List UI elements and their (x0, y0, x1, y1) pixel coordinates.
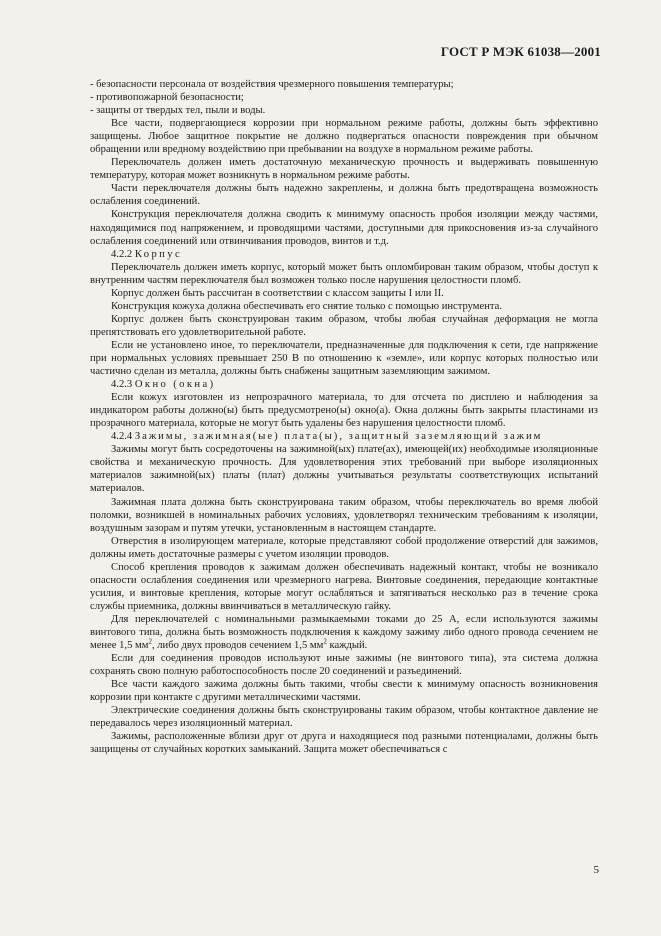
page-number: 5 (593, 864, 599, 876)
section-number: 4.2.2 (111, 248, 133, 260)
section-title: Корпус (134, 248, 183, 260)
section-number: 4.2.4 (111, 431, 133, 443)
paragraph: Корпус должен быть рассчитан в соответствии с классом защиты I или II. (111, 287, 444, 299)
section-title: Окно (окна) (134, 379, 216, 391)
paragraph: Конструкция переключателя должна сводить к минимуму опасность пробоя изоляции между частями, находящимися под напряжением, и проводящими частями, доступными для прикосновения из-за случайного ослабления соединений или отвинчивания проводов, винтов и т.д. (90, 209, 598, 247)
paragraph: Корпус должен быть сконструирован таким образом, чтобы любая случайная деформация не могла препятствовать его удовлетворительной работе. (90, 313, 598, 338)
paragraph: Части переключателя должны быть надежно закреплены, и должна быть предотвращена возможность ослабления соединений. (90, 183, 598, 208)
bullet-item: - безопасности персонала от воздействия чрезмерного повышения температуры; (90, 79, 454, 90)
superscript: 2 (323, 637, 327, 646)
section-heading-4-2-4 (90, 430, 598, 443)
paragraph: Если для соединения проводов используют иные зажимы (не винтового типа), эта система должна сохранять свою полную работоспособность после 20 соединений и разъединений. (90, 653, 598, 678)
bullet-item: - противопожарной безопасности; (90, 92, 244, 104)
paragraph: Если кожух изготовлен из непрозрачного материала, то для отсчета по дисплею и наблюдения за индикатором работы должно(ы) быть предусмотрено(ы) окно(а). Окна должны быть закрыты пластинами из прозрачного материала, которые не могут быть удалены без нарушения целостности пломб. (90, 392, 598, 430)
paragraph: Если не установлено иное, то переключатели, предназначенные для подключения к сети, где напряжение при нормальных условиях превышает 250 В по отношению к «земле», или корпус которых полностью или частично сделан из металла, должны быть снабжены защитным заземляющим зажимом. (90, 339, 598, 378)
document-header: ГОСТ Р МЭК 61038—2001 (440, 44, 601, 59)
paragraph: Отверстия в изолирующем материале, которые представляют собой продолжение отверстий для зажимов, должны иметь достаточные размеры с учетом изоляции проводов. (90, 535, 598, 560)
paragraph: Переключатель должен иметь достаточную механическую прочность и выдерживать повышенную температуру, которая может возникнуть в нормальном режиме работы. (90, 157, 598, 182)
page-body (90, 78, 598, 756)
paragraph-text: , либо двух проводов сечением 1,5 мм (151, 640, 324, 652)
paragraph: Все части каждого зажима должны быть такими, чтобы свести к минимуму опасность возникновения коррозии при контакте с другими металлическими частями. (90, 679, 598, 704)
paragraph-current-ratings (90, 613, 598, 652)
section-heading-4-2-3 (90, 378, 598, 391)
bullet-item: - защиты от твердых тел, пыли и воды. (90, 105, 266, 117)
paragraph: Зажимная плата должна быть сконструирована таким образом, чтобы переключатель во время любой поломки, возникшей в номинальных рабочих условиях, удовлетворял техническим требованиям к изоляции, воздушным зазорам и путям утечки, установленным в настоящем стандарте. (90, 496, 598, 534)
section-title: Зажимы, зажимная(ые) плата(ы), защитный заземляющий зажим (134, 431, 543, 443)
section-number: 4.2.3 (111, 379, 133, 391)
paragraph: Все части, подвергающиеся коррозии при нормальном режиме работы, должны быть эффективно защищены. Любое защитное покрытие не должно подвергаться опасности повреждения при обычном обращении или вредному воздействию при пребывании на воздухе в нормальном режиме работы. (90, 118, 598, 156)
paragraph-text: Для переключателей с номинальными размыкаемыми токами до 25 А, если используются зажимы винтового типа, должна быть возможность подключения к каждому зажиму либо одного провода сечением не менее 1,5 мм (90, 613, 598, 652)
paragraph: Электрические соединения должны быть сконструированы таким образом, чтобы контактное давление не передавалось через изоляционный материал. (90, 705, 598, 730)
paragraph: Зажимы, расположенные вблизи друг от друга и находящиеся под разными потенциалами, должны быть защищены от случайных коротких замыканий. Защита может обеспечиваться с (90, 731, 598, 756)
paragraph: Переключатель должен иметь корпус, который может быть опломбирован таким образом, чтобы доступ к внутренним частям переключателя был возможен только после нарушения целостности пломб. (90, 261, 598, 286)
paragraph-text: каждый. (326, 640, 368, 652)
paragraph: Зажимы могут быть сосредоточены на зажимной(ых) плате(ах), имеющей(их) необходимые изоляционные свойства и механическую прочность. Для удовлетворения этих требований при выборе изоляционных материалов зажимной(ых) платы (плат) должны учитываться результаты соответствующих испытаний материалов. (90, 444, 598, 495)
superscript: 2 (148, 637, 152, 646)
paragraph: Конструкция кожуха должна обеспечивать его снятие только с помощью инструмента. (111, 300, 502, 312)
paragraph: Способ крепления проводов к зажимам должен обеспечивать надежный контакт, чтобы не возникало опасности ослабления соединения или чрезмерного нагрева. Винтовые соединения, передающие контактные усилия, и винтовые крепления, которые могут ослабляться и затягиваться несколько раз в течение срока службы приемника, должны ввинчиваться в металлическую гайку. (90, 561, 598, 612)
section-heading-4-2-2 (90, 248, 598, 261)
